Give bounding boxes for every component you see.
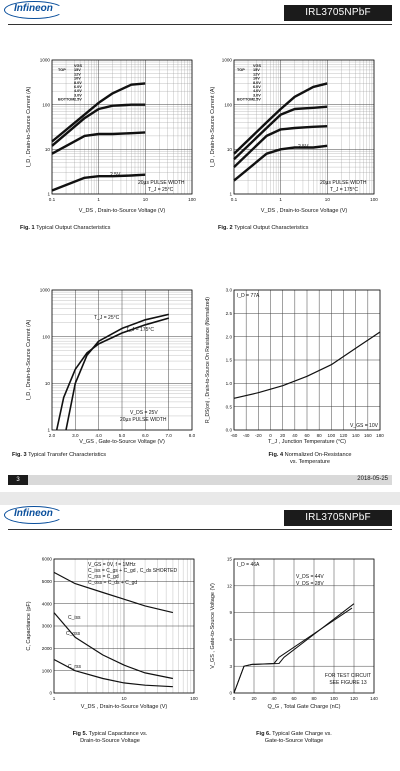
fig6-caption-num: Fig 6.	[256, 731, 271, 737]
fig6-ylabel: V_GS , Gate-to-Source Voltage (V)	[210, 583, 216, 669]
fig2-y-tick-label: 1	[229, 191, 232, 197]
fig3-label-175: T_J = 175°C	[126, 327, 154, 333]
fig1-legend-group-label: BOTTOM	[58, 97, 75, 102]
fig3-x-tick-label: 8.0	[188, 433, 196, 438]
fig6-x-tick-label: 0	[232, 696, 236, 701]
fig3-annotation-vds: V_DS = 25V	[130, 410, 158, 416]
fig6-label-44: V_DS = 44V	[296, 574, 324, 580]
fig1-legend-entry: 2.5V	[74, 97, 82, 102]
fig5-ylabel: C, Capacitance (pF)	[26, 601, 32, 651]
fig1-caption-num: Fig. 1	[20, 225, 35, 231]
fig4-x-tick-label: 60	[304, 433, 310, 438]
fig5-caption	[40, 731, 180, 745]
fig1-y-tick-label: 1	[47, 191, 50, 197]
header-rule-2	[8, 529, 392, 530]
fig4-caption-num: Fig. 4	[268, 452, 284, 458]
fig3-y-tick-label: 100	[42, 334, 50, 340]
fig1-legend-entry: 6.0V	[74, 85, 82, 89]
fig2-caption	[218, 225, 398, 232]
fig3-x-tick-label: 4.0	[95, 433, 102, 438]
fig1-legend-entry: 10V	[74, 76, 81, 81]
fig4-x-tick-label: 160	[363, 433, 372, 438]
fig5-legend-line: V_GS = 0V, f = 1MHz	[88, 562, 136, 568]
fig2-x-tick-label: 0.1	[230, 197, 238, 202]
fig1-legend-entry: 15V	[74, 68, 81, 73]
fig1-legend-entry: 8.0V	[74, 80, 82, 85]
fig6-note-1: FOR TEST CIRCUIT	[324, 673, 372, 679]
fig5-y-tick-label: 1000	[41, 668, 52, 674]
fig1-legend-entry: 3.0V	[74, 93, 82, 98]
fig6-y-tick-label: 3	[229, 663, 232, 669]
fig4-y-tick-label: 3.0	[225, 287, 232, 293]
fig5-y-tick-label: 2000	[41, 645, 52, 651]
revision-date: 2018-05-25	[357, 476, 388, 482]
page-number: 3	[8, 475, 28, 485]
fig5-y-tick-label: 5000	[41, 578, 52, 584]
fig2-legend-entry: 12V	[253, 72, 260, 77]
fig1-legend-entry: 4.0V	[74, 89, 82, 94]
part-number-badge-2: IRL3705NPbF	[284, 510, 392, 526]
fig1-y-tick-label: 10	[44, 146, 50, 152]
fig4-x-tick-label: 80	[316, 433, 322, 438]
fig4-x-tick-label: 140	[351, 433, 360, 438]
fig1-annotation-tj: T_J = 25°C	[148, 187, 174, 193]
fig5-caption-num: Fig 5.	[72, 731, 88, 737]
fig5-label-ciss: C_iss	[68, 615, 81, 621]
fig6-x-tick-label: 140	[370, 696, 378, 701]
fig3-xlabel: V_GS , Gate-to-Source Voltage (V)	[79, 439, 165, 445]
fig1-ylabel: I_D , Drain-to-Source Current (A)	[26, 86, 32, 168]
fig2-legend-entry: 3.0V	[253, 93, 261, 98]
fig1-legend-group-label: TOP	[58, 68, 66, 73]
page-header	[0, 0, 400, 26]
fig3-x-tick-label: 2.0	[48, 433, 56, 438]
fig1-x-tick-label: 10	[142, 197, 148, 202]
fig3-caption	[12, 452, 192, 459]
fig3-caption-text: Typical Transfer Characteristics	[28, 452, 107, 458]
fig4-caption-text2: vs. Temperature	[289, 459, 330, 465]
fig2-ylabel: I_D , Drain-to-Source Current (A)	[210, 86, 216, 168]
fig4-x-tick-label: 0	[269, 433, 272, 438]
fig3-annotation-pulse: 20µs PULSE WIDTH	[120, 417, 167, 423]
fig6-x-tick-label: 40	[271, 696, 277, 701]
fig6-x-tick-label: 100	[330, 696, 338, 701]
fig4-x-tick-label: 180	[376, 433, 384, 438]
fig4-y-tick-label: 1.5	[225, 357, 232, 363]
fig2-legend-entry: 2.5V	[253, 97, 261, 102]
fig6-chart	[200, 553, 388, 728]
infineon-logo-2: Infineon	[14, 508, 53, 519]
fig1-caption-text: Typical Output Characteristics	[36, 225, 111, 231]
fig5-chart	[8, 553, 196, 728]
fig1-xlabel: V_DS , Drain-to-Source Voltage (V)	[78, 208, 166, 214]
fig6-label-28: V_DS = 28V	[296, 581, 324, 587]
fig6-y-tick-label: 6	[229, 637, 232, 642]
fig6-x-tick-label: 20	[251, 696, 257, 701]
fig1-legend-entry: 12V	[74, 72, 81, 77]
fig6-caption	[224, 731, 364, 745]
fig4-ylabel: R_DS(on) , Drain-to-Source On Resistance (Normalized)	[205, 297, 211, 423]
fig2-caption-text: Typical Output Characteristics	[234, 225, 309, 231]
fig5-legend-line: C_oss = C_ds + C_gd	[88, 580, 138, 586]
fig2-curve-label: 2.5V	[298, 144, 309, 150]
fig4-caption-text: Normalized On-Resistance	[284, 452, 352, 458]
fig3-x-tick-label: 3.0	[72, 433, 79, 438]
fig3-y-tick-label: 1000	[39, 287, 50, 293]
fig2-annotation-tj: T_J = 175°C	[330, 187, 358, 193]
fig5-legend-line: C_iss = C_gs + C_gd , C_ds SHORTED	[88, 568, 178, 574]
fig1-y-tick-label: 100	[42, 102, 50, 108]
fig6-x-tick-label: 80	[311, 696, 317, 701]
fig2-xlabel: V_DS , Drain-to-Source Voltage (V)	[260, 208, 348, 214]
fig5-y-tick-label: 0	[49, 690, 52, 696]
fig6-y-tick-label: 9	[229, 610, 232, 616]
fig5-y-tick-label: 4000	[41, 601, 52, 607]
fig4-x-tick-label: 40	[292, 433, 298, 438]
datasheet-page-4	[0, 505, 400, 771]
fig5-y-tick-label: 6000	[41, 556, 52, 562]
fig1-legend-entry: VGS	[74, 64, 83, 68]
fig5-caption-text2: Drain-to-Source Voltage	[80, 738, 140, 744]
fig1-chart	[8, 52, 196, 217]
fig3-y-tick-label: 1	[47, 427, 50, 433]
fig2-legend-entry: 4.0V	[253, 89, 261, 94]
fig1-x-tick-label: 0.1	[48, 197, 56, 202]
fig5-legend-line: C_rss = C_gd	[88, 574, 119, 580]
fig4-x-tick-label: 20	[280, 433, 286, 438]
header-rule	[8, 24, 392, 25]
fig4-x-tick-label: 100	[327, 433, 336, 438]
infineon-logo: Infineon	[14, 3, 53, 14]
fig2-chart	[200, 52, 388, 217]
fig4-x-tick-label: -20	[255, 433, 262, 438]
fig2-legend-entry: 15V	[253, 68, 260, 73]
fig6-caption-text: Typical Gate Charge vs.	[272, 731, 332, 737]
fig2-annotation-pulse: 20µs PULSE WIDTH	[320, 180, 367, 186]
fig4-x-tick-label: -60	[230, 433, 238, 438]
fig3-chart	[8, 282, 196, 447]
fig6-xlabel: Q_G , Total Gate Charge (nC)	[267, 704, 341, 710]
fig6-x-tick-label: 60	[291, 696, 297, 701]
fig3-x-tick-label: 7.0	[165, 433, 172, 438]
fig4-chart	[200, 282, 388, 447]
page-footer-bar	[8, 475, 392, 485]
fig3-x-tick-label: 6.0	[142, 433, 149, 438]
page-gap	[0, 492, 400, 505]
fig1-curve-label: 2.5V	[110, 172, 121, 178]
fig6-annotation-id: I_D = 46A	[237, 562, 260, 568]
fig4-y-tick-label: 0.0	[225, 427, 232, 433]
fig1-y-tick-label: 1000	[39, 57, 50, 63]
fig3-caption-num: Fig. 3	[12, 452, 27, 458]
fig1-caption	[20, 225, 200, 232]
fig2-x-tick-label: 100	[370, 197, 378, 202]
fig2-x-tick-label: 1	[279, 197, 282, 202]
fig4-y-tick-label: 2.5	[225, 310, 232, 316]
fig4-xlabel: T_J , Junction Temperature (°C)	[268, 439, 346, 445]
fig5-y-tick-label: 3000	[41, 623, 52, 629]
fig4-x-tick-label: 120	[339, 433, 348, 438]
fig2-legend-entry: 8.0V	[253, 80, 261, 85]
fig1-annotation-pulse: 20µs PULSE WIDTH	[138, 180, 185, 186]
fig5-caption-text: Typical Capacitance vs.	[88, 731, 148, 737]
fig3-y-tick-label: 10	[44, 380, 50, 386]
fig3-ylabel: I_D , Drain-to-Source Current (A)	[26, 319, 32, 401]
fig6-y-tick-label: 0	[229, 690, 232, 696]
fig6-x-tick-label: 120	[350, 696, 358, 701]
fig1-x-tick-label: 1	[97, 197, 100, 202]
fig2-legend-entry: VGS	[253, 64, 262, 68]
fig2-y-tick-label: 1000	[221, 57, 232, 63]
fig2-x-tick-label: 10	[324, 197, 330, 202]
fig3-label-25: T_J = 25°C	[94, 315, 120, 321]
fig6-note-2: SEE FIGURE 13	[329, 680, 367, 686]
fig2-legend-group-label: TOP	[237, 68, 245, 73]
fig2-y-tick-label: 10	[226, 146, 232, 152]
page-header-2	[0, 505, 400, 531]
fig4-annotation-vgs: V_GS = 10V	[350, 423, 378, 429]
fig4-annotation-id: I_D = 77A	[237, 293, 260, 299]
fig6-y-tick-label: 15	[226, 556, 232, 562]
fig3-x-tick-label: 5.0	[118, 433, 126, 438]
fig5-label-coss: C_oss	[66, 631, 81, 637]
fig5-xlabel: V_DS , Drain-to-Source Voltage (V)	[80, 704, 168, 710]
fig6-caption-text2: Gate-to-Source Voltage	[264, 738, 324, 744]
fig5-x-tick-label: 100	[190, 696, 198, 701]
fig4-x-tick-label: -40	[242, 433, 250, 438]
fig4-y-tick-label: 1.0	[225, 380, 232, 386]
fig2-legend-group-label: BOTTOM	[237, 97, 254, 102]
fig5-x-tick-label: 10	[121, 696, 127, 701]
fig4-y-tick-label: 2.0	[225, 334, 232, 340]
fig4-y-tick-label: 0.5	[225, 404, 232, 410]
fig5-label-crss: C_rss	[68, 664, 82, 670]
fig1-x-tick-label: 100	[188, 197, 196, 202]
fig2-y-tick-label: 100	[224, 102, 232, 108]
fig5-x-tick-label: 1	[52, 696, 56, 701]
fig2-legend-entry: 6.0V	[253, 85, 261, 89]
fig2-legend-entry: 10V	[253, 76, 260, 81]
fig6-y-tick-label: 12	[226, 583, 232, 589]
fig2-caption-num: Fig. 2	[218, 225, 233, 231]
part-number-badge: IRL3705NPbF	[284, 5, 392, 21]
fig4-caption	[240, 452, 380, 466]
